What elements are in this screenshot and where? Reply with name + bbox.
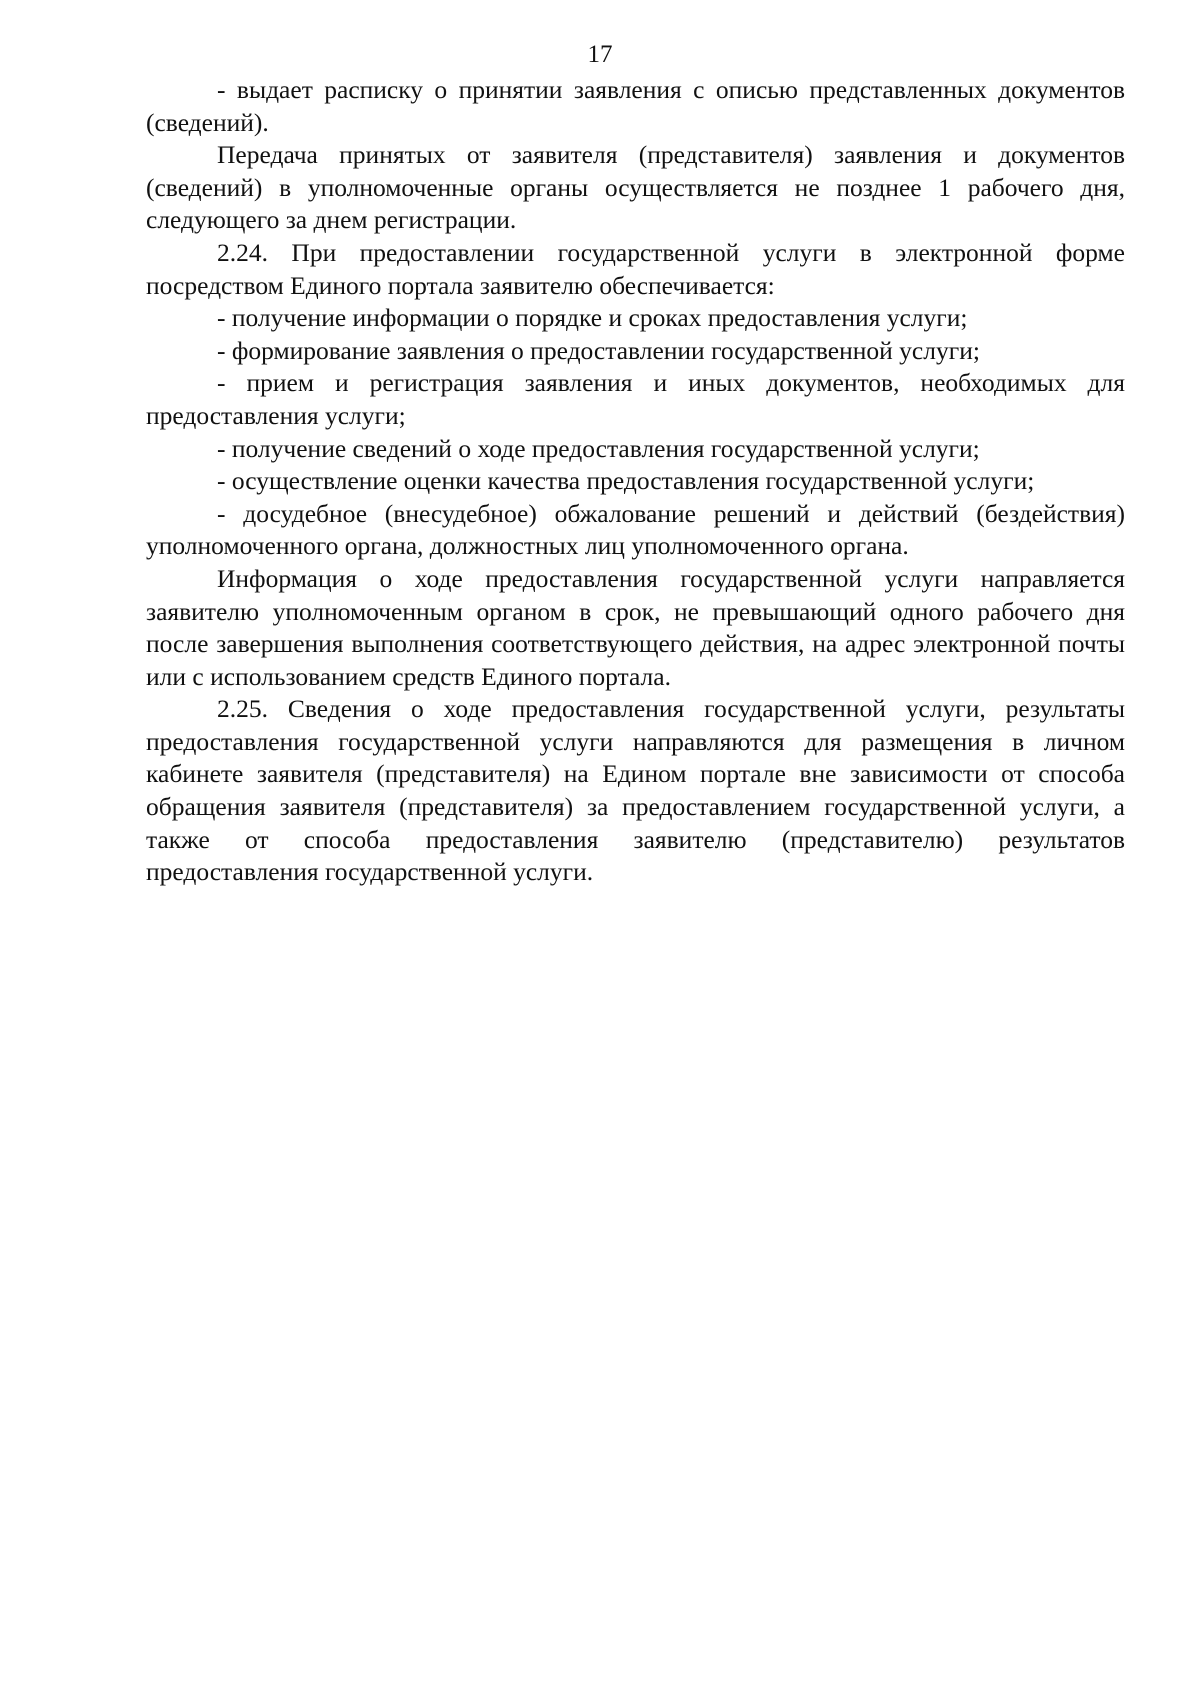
- paragraph-2-24: 2.24. При предоставлении государственной услуги в электронной форме посредством Единого портала заявителю обеспечивается:: [146, 237, 1125, 300]
- paragraph-2-25: 2.25. Сведения о ходе предоставления государственной услуги, результаты предоставления государственной услуги направляются для размещения в личном кабинете заявителя (представителя) на Едином портале вне зависимости от способа обращения заявителя (представителя) за предоставлением государственной услуги, а также от способа предоставления заявителю (представителю) результатов предоставления государственной услуги.: [146, 694, 1125, 887]
- document-body: [146, 74, 1125, 889]
- list-item-registration: - прием и регистрация заявления и иных документов, необходимых для предоставления услуги;: [146, 368, 1125, 430]
- paragraph-receipt: - выдает расписку о принятии заявления с описью представленных документов (сведений).: [146, 75, 1125, 137]
- page-number: 17: [587, 41, 613, 68]
- list-item-info: - получение информации о порядке и сроках предоставления услуги;: [217, 303, 968, 333]
- list-item-form: - формирование заявления о предоставлении государственной услуги;: [217, 335, 980, 365]
- paragraph-information: Информация о ходе предоставления государственной услуги направляется заявителю уполномоченным органом в срок, не превышающий одного рабочего дня после завершения выполнения соответствующего действия, на адрес электронной почты или с использованием средств Единого портала.: [146, 563, 1125, 691]
- list-item-quality: - осуществление оценки качества предоставления государственной услуги;: [217, 466, 1035, 496]
- list-item-appeal: - досудебное (внесудебное) обжалование решений и действий (бездействия) уполномоченного органа, должностных лиц уполномоченного органа.: [146, 498, 1125, 561]
- list-item-status: - получение сведений о ходе предоставления государственной услуги;: [217, 433, 980, 463]
- paragraph-transfer: Передача принятых от заявителя (представителя) заявления и документов (сведений) в уполномоченные органы осуществляется не позднее 1 рабочего дня, следующего за днем регистрации.: [146, 140, 1125, 235]
